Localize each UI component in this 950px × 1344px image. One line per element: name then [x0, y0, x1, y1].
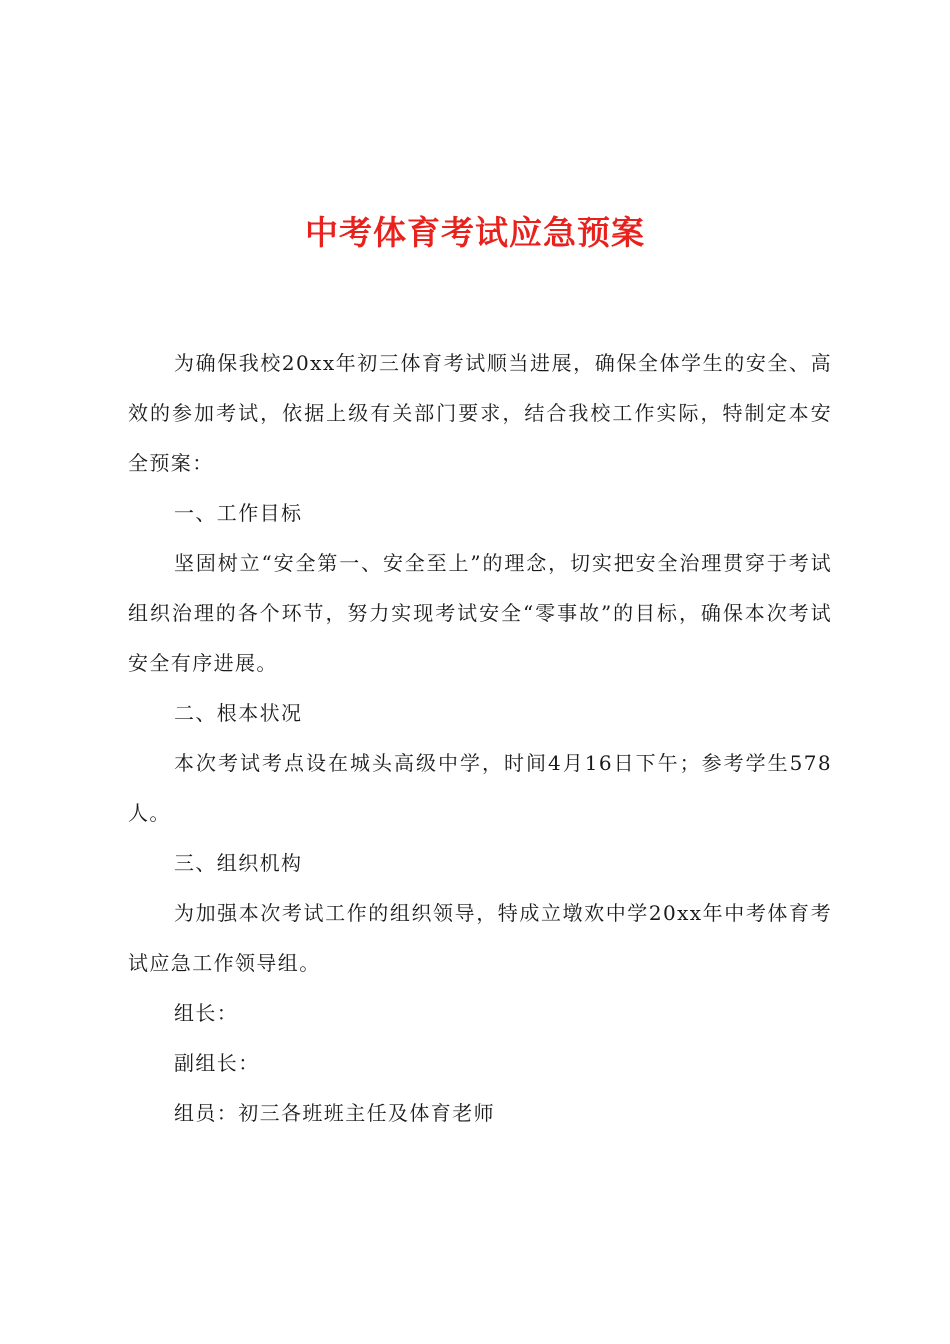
document-title: 中考体育考试应急预案: [305, 213, 645, 252]
goals-paragraph: 坚固树立“安全第一、安全至上”的理念，切实把安全治理贯穿于考试组织治理的各个环节，努力实现考试安全“零事故”的目标，确保本次考试安全有序进展。: [128, 551, 832, 675]
intro-paragraph: 为确保我校20xx年初三体育考试顺当进展，确保全体学生的安全、高效的参加考试，依据上级有关部门要求，结合我校工作实际，特制定本安全预案：: [128, 351, 832, 475]
section-heading-organization: 三、组织机构: [174, 851, 303, 875]
team-leader-line: 组长：: [174, 1001, 239, 1025]
basic-situation-paragraph: 本次考试考点设在城头高级中学，时间4月16日下午；参考学生578人。: [128, 751, 832, 825]
deputy-leader-line: 副组长：: [174, 1051, 260, 1075]
document-body: [128, 338, 832, 1138]
section-heading-goals: 一、工作目标: [174, 501, 303, 525]
section-heading-basic-situation: 二、根本状况: [174, 701, 303, 725]
team-members-line: 组员：初三各班班主任及体育老师: [174, 1101, 495, 1125]
organization-paragraph: 为加强本次考试工作的组织领导，特成立墩欢中学20xx年中考体育考试应急工作领导组。: [128, 901, 832, 975]
